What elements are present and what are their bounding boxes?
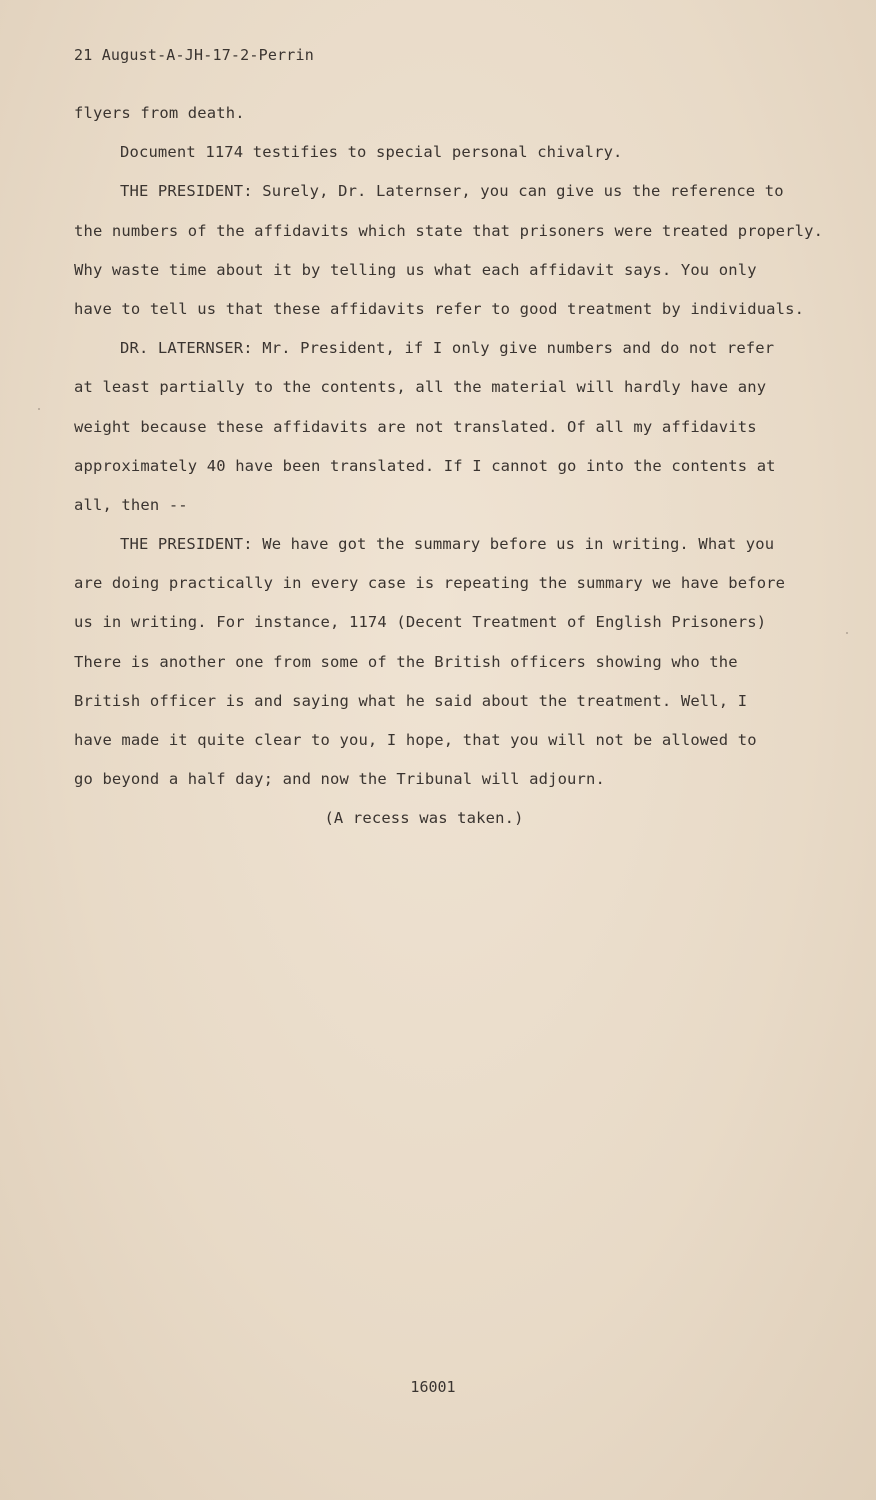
- recess-note: (A recess was taken.): [324, 809, 524, 828]
- transcript-line: THE PRESIDENT: We have got the summary before us in writing. What you: [120, 535, 775, 554]
- transcript-line: THE PRESIDENT: Surely, Dr. Laternser, you can give us the reference to: [120, 182, 784, 201]
- transcript-line: approximately 40 have been translated. If I cannot go into the contents at: [74, 456, 776, 475]
- transcript-line: us in writing. For instance, 1174 (Decent Treatment of English Prisoners): [74, 613, 767, 632]
- transcript-line: the numbers of the affidavits which state that prisoners were treated properly.: [74, 221, 824, 240]
- transcript-line: all, then --: [74, 495, 188, 514]
- page-number: 16001: [410, 1378, 456, 1396]
- transcript-line: go beyond a half day; and now the Tribunal will adjourn.: [74, 770, 605, 789]
- transcript-line: Why waste time about it by telling us what each affidavit says. You only: [74, 260, 757, 279]
- transcript-line: weight because these affidavits are not translated. Of all my affidavits: [74, 417, 757, 436]
- transcript-line: flyers from death.: [74, 104, 245, 122]
- transcript-line: DR. LATERNSER: Mr. President, if I only give numbers and do not refer: [120, 339, 775, 358]
- transcript-line: There is another one from some of the British officers showing who the: [74, 652, 738, 671]
- document-reference: 21 August-A-JH-17-2-Perrin: [74, 46, 314, 64]
- transcript-line: at least partially to the contents, all the material will hardly have any: [74, 378, 767, 397]
- transcript-line: British officer is and saying what he said about the treatment. Well, I: [74, 691, 748, 710]
- transcript-line: have to tell us that these affidavits refer to good treatment by individuals.: [74, 299, 805, 318]
- transcript-line: have made it quite clear to you, I hope, that you will not be allowed to: [74, 731, 757, 749]
- paper-speck: [846, 632, 848, 634]
- transcript-line: Document 1174 testifies to special personal chivalry.: [120, 143, 623, 162]
- transcript-body: [74, 102, 834, 847]
- transcript-line: are doing practically in every case is repeating the summary we have before: [74, 574, 786, 593]
- paper-speck: [38, 408, 40, 410]
